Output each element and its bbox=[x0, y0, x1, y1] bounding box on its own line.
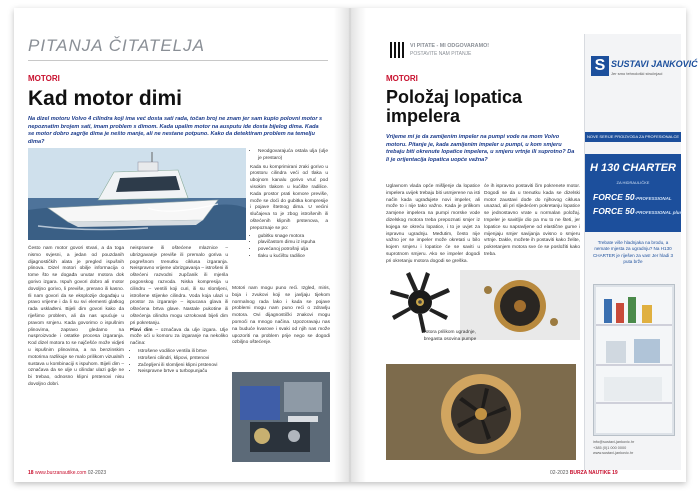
bullet-item: • Istrošeni cilindri, klipovi, prstenovi bbox=[138, 356, 228, 363]
boat-illustration bbox=[28, 148, 246, 240]
bullet-item: • gubitku snage motora bbox=[258, 234, 328, 241]
bullet-item: • povećanoj potrošnji ulja bbox=[258, 247, 328, 254]
ad-line-1: FORCE 50-PROFESSIONAL bbox=[593, 192, 672, 202]
bullet-item: • Začepljeni ili slomljeni klipni prstenovi bbox=[138, 363, 228, 370]
category-label: MOTORI bbox=[28, 74, 60, 83]
article-lead: Vrijeme mi je da zamijenim impeler na pumpi vode na mom Volvo motoru. Pitanje je, kada zamijenim impeler u pumpi, u kom smjeru trebaju biti okrenute lopatice impelera, u smjeru vrtnje ili suprotno? Da li je orijentacija lopatica uopće važna? bbox=[386, 134, 575, 163]
ad-ribbon: NOVE SERIJE PROIZVODA ZA PROFESIONALCE bbox=[585, 132, 681, 142]
bullet-item: • Neispravne brtve u turbopunjaču bbox=[138, 369, 228, 376]
bullet-item: • plavičastom dimu iz ispuha bbox=[258, 240, 328, 247]
section-title: PITANJA ČITATELJA bbox=[28, 36, 205, 55]
ad-contact-phone[interactable]: +385 (0)1 000 0000 bbox=[593, 445, 627, 450]
ad-line-2: FORCE 50-PROFESSIONAL plus bbox=[593, 206, 682, 216]
bold-term: Plavi dim bbox=[130, 327, 153, 333]
brand-logo-icon: S bbox=[591, 56, 609, 76]
column-1: Često nam motor govori stvari, a da toga nismo svjesni, a jedan od pouzdanih dijagnostičkih alata je pregled ispušnih plinova. Dizel motori obilje informacija o tome što se događa unutar motora dok gorivo izgara. Ispuh govori dobro ali motor dovoljno gorivo, li previše, prerano ili kasno. Ili nam govori da se eksplozije događaju u pravo vrijeme i da li su svi elementi glatkog rada usklađeni. Bijeli dim govori kako da riješimo problem, ali da nas upućuje u pravom smjeru. Kada govorimo o ispušnim plinovima, zapravo gledamo na nusproizvode i ostatke procesa izgaranja. Kod dizel motora to se najčešće može vidjeti u ispušnim plinovima, a na benzinskim motorima razlikuje se malo prilikom vizualnih sustava u kombinaciji s ispuhom. Bijeli dim – označava da se ulje u cilindar ulazi gdje ne bi trebao, odnosno klipni prstenovi nisu dovoljno dobri. bbox=[28, 246, 124, 387]
article-lead: Na dizel motoru Volvo 4 cilindra koji ima već dosta sati rada, točan broj ne znam jer sam kupio polovni motor s nepoznatim brojem sati, imam problem s dimom. Kada upalim motor na ausputu ide dosta bijelog dima. Kada se motor dobro zagrije dima je nešto manje, ali ne nestane potpuno. Kako da detektiram problem na temelju dima? bbox=[28, 116, 323, 145]
pump-photo bbox=[460, 270, 580, 340]
pump-closeup-illustration bbox=[386, 364, 576, 460]
article-headline: Kad motor dimi bbox=[28, 87, 183, 110]
bullet-item: • Neodgovarajuća ostala ulja (ulje je prestaro) bbox=[258, 149, 328, 163]
ad-contacts bbox=[593, 440, 634, 457]
impeller-illustration bbox=[380, 266, 460, 336]
ad-product-sub: ZA HIDRAULIČKE bbox=[616, 180, 650, 185]
right-page bbox=[350, 8, 698, 482]
photo-caption: rotora prilikom ugradnje, bregasta osovina pumpe bbox=[423, 330, 477, 342]
ad-brand-tagline: Jer smo tehnološki stručnjaci bbox=[611, 71, 663, 76]
engine-illustration bbox=[232, 372, 330, 462]
ad-brand: SUSTAVI JANKOVIĆ bbox=[611, 59, 698, 69]
page-folio-right: 02-2023 BURZA NAUTIKE 19 bbox=[550, 470, 618, 476]
column-2: neispravne ili oštećene mlaznice – ubrizgavanje previše ili premalo goriva u pogrešnom trenutku ciklusa izgaranja. Neispravno vrijeme ubrizgavanja – istrošeni ili oštećeni razvodni zupčanik ili mjerila pogonskog razvoda. Niska kompresija u cilindru – ventili koji curi, ili su slomljeni, istrošene stijenke cilindra. Voda koja ulazi u prostor za izgaranje – ispucana glava ili oštećena brtva glave. Nastale pukotine ili oštećenja cilindra mogu uzrokovati bijeli dim pri pokretanju. Plavi dim – označava da ulje izgara. Ulje može ući u komoru za izgaranje na nekoliko načina: • Istrošene vodilice ventila ili brtve • Istrošeni cilindri, klipovi, prstenovi • Začepljeni ili slomljeni klipni prstenovi • Neispravne brtve u turbopunjaču bbox=[130, 246, 228, 464]
bullet-item: • tlaku u kućištu radilice bbox=[258, 254, 328, 261]
qr-sublabel: POSTAVITE NAM PITANJE bbox=[410, 51, 472, 57]
engine-photo bbox=[232, 372, 330, 462]
bullet-item: • Istrošene vodilice ventila ili brtve bbox=[138, 349, 228, 356]
magazine-spread bbox=[14, 8, 698, 482]
pump-closeup-photo bbox=[386, 364, 576, 460]
ad-contact-email[interactable]: info@sustavi-jankovic.hr bbox=[593, 440, 635, 444]
ad-product-panel bbox=[585, 154, 681, 232]
article-headline: Položaj lopatica impelera bbox=[386, 87, 523, 126]
ad-product: H 130 CHARTER bbox=[590, 162, 676, 174]
page-folio-left: 18 www.burzanautike.com 02-2023 bbox=[28, 470, 107, 476]
category-label: MOTORI bbox=[386, 74, 418, 83]
divider bbox=[28, 60, 328, 61]
advertisement[interactable] bbox=[584, 34, 698, 470]
left-page bbox=[14, 8, 350, 482]
ad-promo: Trebate više hladnjaka na brodu, a nemate mjesta za ugradnju? Na H130 CHARTER je riješen za vas! Jer hladi 3 puta brže bbox=[592, 240, 674, 265]
column-3: Motori nam mogu puno reći. Izgled, miris, boja i zvukovi koji se javljaju tijekom normalnog rada lako i kada se pojave problemi mogu nam puno reći o zdravlju motora. Ovi dijagnostički znakovi mogu pomoći na mnogo načina. Upozoravaju nas na buduće kvarove i svaki od njih nas može upozoriti na problem prije nego se dogodi ozbiljno oštećenje. bbox=[232, 286, 330, 346]
fridge-photo bbox=[593, 284, 675, 436]
pump-illustration bbox=[460, 270, 580, 340]
column-top-right: • Neodgovarajuća ostala ulja (ulje je prestaro) Kada su komprimirani zraki gorivo u prostoru cilindra veći od tlaka u ubojnom kanalu gorivo vruć pod visokim tlakom u kućište radilice. Kada prostor prati komore previše, može se doći do gubitka kompresije i pojave štetnog dima. U većini slučajeva to je zbog istrošenih ili oštećenih klipnih prstenova, a prepoznaje se po: • gubitku snage motora • plavičastom dimu iz ispuha • povećanoj potrošnji ulja • tlaku u kućištu radilice bbox=[250, 148, 328, 263]
ad-contact-web[interactable]: www.sustavi-jankovic.hr bbox=[593, 451, 634, 456]
qr-label: VI PITATE - MI ODGOVARAMO! bbox=[410, 43, 490, 49]
impeller-photo bbox=[380, 266, 460, 336]
column-2: će ih ispravno postaviti čim pokrenete motor. Dogodi se da u trenutku kada se dizelski motor zaustavi dođe do njihovog ciklusa unazad, ali pri sljedećem pokretanju lopatice se jednostavno vrate u normalan položaj. Impeler je savitljiv dio pa mu to ne šteti, jer lopatice su napravljene od elastične gume i mijenjaju smjer savijanja ovisno o smjeru vrtnje. Dakle, možete ih postaviti kako želite, pokretanjem motora sve će se posložiti kako treba. bbox=[484, 184, 580, 257]
boat-photo bbox=[28, 148, 246, 240]
column-1: Uglavnom vlada opće mišljenje da lopatice impelera uvijek trebaju biti usmjerene na isti način kada ugrađujete novi impeler, ali može to i nije tako važno. Kada je prilikom zamjene impelera na pumpi morske vode dizelskog motora treba prepoznati smjer iz kojega se okreću lopatice, i to je uvjet za ispravnu ugradnju. Međutim, često nije važno jer se impeler može okretati u bilo kojem smjeru i lopatice će se saviti u suprotnom smjeru. Ako se impeler dogodi pri okretanju motora dogodi se greška. bbox=[386, 184, 480, 264]
ad-brand-block bbox=[591, 56, 698, 90]
qr-code-icon[interactable] bbox=[390, 42, 406, 58]
fridge-illustration bbox=[594, 285, 674, 435]
